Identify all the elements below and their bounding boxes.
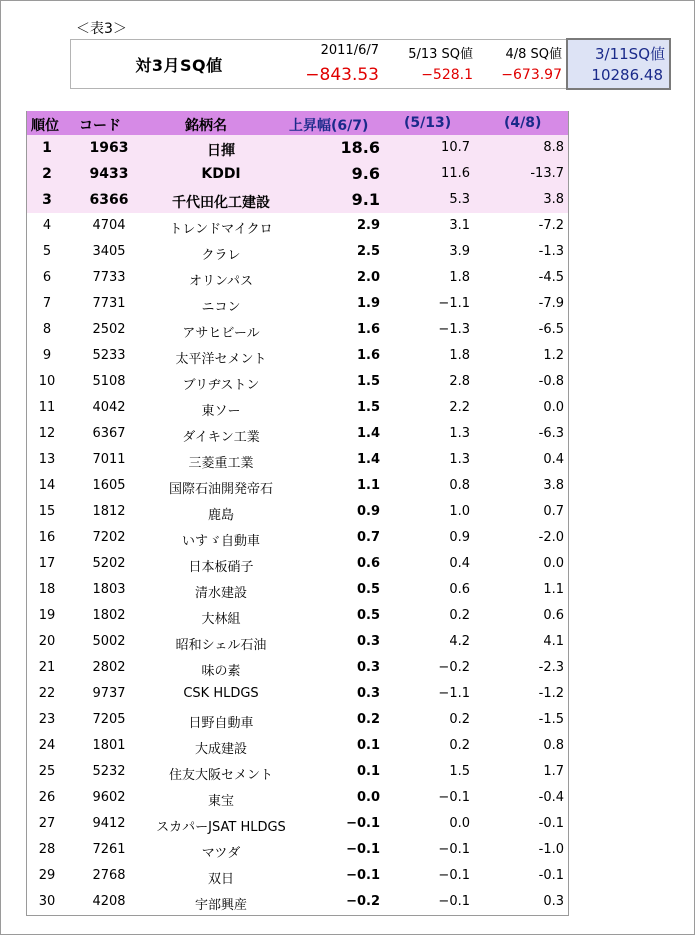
code-cell: 6366 bbox=[89, 192, 129, 208]
code-cell: 2768 bbox=[92, 868, 126, 883]
code-cell: 4208 bbox=[92, 894, 126, 909]
apr-cell: 0.4 bbox=[543, 452, 564, 467]
name-cell: トレンドマイクロ bbox=[169, 222, 273, 237]
table-row bbox=[27, 421, 568, 447]
code-cell: 9737 bbox=[92, 686, 126, 701]
code-cell: 5002 bbox=[92, 634, 126, 649]
rank-cell: 12 bbox=[38, 426, 56, 441]
name-cell: オリンパス bbox=[188, 274, 254, 289]
code-cell: 6367 bbox=[92, 426, 126, 441]
apr-cell: 3.8 bbox=[543, 478, 564, 493]
table-row bbox=[27, 837, 568, 863]
table-row bbox=[27, 551, 568, 577]
sq-col-5-13 bbox=[379, 40, 473, 88]
table-row bbox=[27, 681, 568, 707]
rise-cell: 1.4 bbox=[356, 452, 380, 467]
rank-cell: 7 bbox=[42, 296, 52, 311]
name-cell: 大成建設 bbox=[194, 742, 247, 757]
rank-cell: 10 bbox=[38, 374, 56, 389]
code-cell: 2802 bbox=[92, 660, 126, 675]
may-cell: 4.2 bbox=[449, 634, 470, 649]
name-cell: 日野自動車 bbox=[188, 716, 254, 731]
name-cell: 日本板硝子 bbox=[188, 560, 254, 575]
may-cell: −1.3 bbox=[438, 322, 470, 337]
rise-cell: 1.6 bbox=[356, 348, 380, 363]
may-cell: 1.5 bbox=[449, 764, 470, 779]
apr-cell: -4.5 bbox=[538, 270, 564, 285]
sq-col-4-8 bbox=[473, 40, 562, 88]
apr-cell: 4.1 bbox=[543, 634, 564, 649]
name-cell: KDDI bbox=[201, 166, 241, 182]
sq-col-date: 4/8 SQ値 bbox=[505, 47, 562, 62]
name-cell: 千代田化工建設 bbox=[172, 195, 270, 211]
apr-cell: -1.5 bbox=[538, 712, 564, 727]
name-cell: アサヒビール bbox=[182, 326, 260, 341]
apr-cell: -1.3 bbox=[538, 244, 564, 259]
table-row bbox=[27, 733, 568, 759]
apr-cell: 0.0 bbox=[543, 556, 564, 571]
apr-cell: 0.7 bbox=[543, 504, 564, 519]
apr-cell: -6.5 bbox=[538, 322, 564, 337]
apr-cell: 8.8 bbox=[543, 140, 564, 155]
rank-cell: 26 bbox=[38, 790, 56, 805]
code-cell: 4704 bbox=[92, 218, 126, 233]
sq-summary-box bbox=[70, 39, 567, 89]
table-row bbox=[27, 759, 568, 785]
code-cell: 7731 bbox=[92, 296, 126, 311]
apr-cell: -7.2 bbox=[538, 218, 564, 233]
may-cell: 3.9 bbox=[449, 244, 470, 259]
rank-cell: 19 bbox=[38, 608, 56, 623]
rank-cell: 18 bbox=[38, 582, 56, 597]
rise-cell: 0.3 bbox=[356, 634, 380, 649]
apr-cell: -0.1 bbox=[538, 816, 564, 831]
code-cell: 7261 bbox=[92, 842, 126, 857]
rank-cell: 30 bbox=[38, 894, 56, 909]
may-cell: 0.4 bbox=[449, 556, 470, 571]
apr-cell: 3.8 bbox=[543, 192, 564, 207]
name-cell: マツダ bbox=[201, 846, 241, 861]
may-cell: 1.8 bbox=[449, 270, 470, 285]
code-cell: 7202 bbox=[92, 530, 126, 545]
may-cell: 0.2 bbox=[449, 738, 470, 753]
header-rise: 上昇幅(6/7) bbox=[289, 118, 369, 134]
rank-cell: 16 bbox=[38, 530, 56, 545]
rise-cell: 1.5 bbox=[356, 374, 380, 389]
rank-cell: 28 bbox=[38, 842, 56, 857]
may-cell: 0.8 bbox=[449, 478, 470, 493]
may-cell: −1.1 bbox=[438, 296, 470, 311]
rank-cell: 23 bbox=[38, 712, 56, 727]
rank-cell: 3 bbox=[42, 192, 52, 208]
rise-cell: 0.5 bbox=[356, 582, 380, 597]
name-cell: 日揮 bbox=[207, 143, 235, 159]
apr-cell: -0.4 bbox=[538, 790, 564, 805]
table-row bbox=[27, 291, 568, 317]
name-cell: 双日 bbox=[207, 872, 234, 887]
code-cell: 1963 bbox=[89, 140, 129, 156]
table-row bbox=[27, 811, 568, 837]
rise-cell: 18.6 bbox=[340, 138, 380, 157]
table-row bbox=[27, 863, 568, 889]
table-row bbox=[27, 629, 568, 655]
rank-cell: 11 bbox=[38, 400, 56, 415]
may-cell: 2.2 bbox=[449, 400, 470, 415]
rise-cell: 0.2 bbox=[356, 712, 380, 727]
table-body bbox=[27, 135, 568, 915]
rise-cell: 0.6 bbox=[356, 556, 380, 571]
rise-cell: −0.1 bbox=[346, 842, 380, 857]
code-cell: 1802 bbox=[92, 608, 126, 623]
name-cell: 三菱重工業 bbox=[188, 456, 254, 471]
apr-cell: -13.7 bbox=[530, 166, 564, 181]
table-row bbox=[27, 369, 568, 395]
rank-cell: 2 bbox=[42, 166, 52, 182]
table-row bbox=[27, 603, 568, 629]
apr-cell: 1.2 bbox=[543, 348, 564, 363]
table-row bbox=[27, 317, 568, 343]
table-row bbox=[27, 239, 568, 265]
rise-cell: 0.1 bbox=[356, 738, 380, 753]
may-cell: 1.3 bbox=[449, 426, 470, 441]
sq-col-value: −843.53 bbox=[305, 65, 379, 85]
rank-cell: 24 bbox=[38, 738, 56, 753]
name-cell: 味の素 bbox=[201, 664, 241, 679]
name-cell: スカパーJSAT HLDGS bbox=[156, 820, 286, 835]
may-cell: 2.8 bbox=[449, 374, 470, 389]
may-cell: 3.1 bbox=[449, 218, 470, 233]
may-cell: −0.1 bbox=[438, 842, 470, 857]
table-row bbox=[27, 499, 568, 525]
rank-cell: 4 bbox=[42, 218, 52, 233]
name-cell: 東宝 bbox=[207, 794, 234, 809]
rise-cell: −0.1 bbox=[346, 868, 380, 883]
table-row bbox=[27, 577, 568, 603]
rise-cell: 1.1 bbox=[356, 478, 380, 493]
rank-cell: 29 bbox=[38, 868, 56, 883]
table-caption: ＜表3＞ bbox=[76, 21, 127, 37]
table-row bbox=[27, 889, 568, 915]
rise-cell: 0.3 bbox=[356, 660, 380, 675]
apr-cell: 0.6 bbox=[543, 608, 564, 623]
rise-cell: 2.5 bbox=[356, 244, 380, 259]
may-cell: −0.1 bbox=[438, 894, 470, 909]
table-row bbox=[27, 525, 568, 551]
header-code: コード bbox=[79, 118, 121, 134]
code-cell: 9412 bbox=[92, 816, 126, 831]
name-cell: 鹿島 bbox=[207, 508, 234, 523]
may-cell: 11.6 bbox=[441, 166, 470, 181]
code-cell: 4042 bbox=[92, 400, 126, 415]
table-row bbox=[27, 785, 568, 811]
apr-cell: -7.9 bbox=[538, 296, 564, 311]
rise-cell: 0.0 bbox=[356, 790, 380, 805]
rank-cell: 8 bbox=[42, 322, 52, 337]
table-row bbox=[27, 447, 568, 473]
name-cell: ダイキン工業 bbox=[182, 430, 260, 445]
code-cell: 5232 bbox=[92, 764, 126, 779]
rise-cell: 0.7 bbox=[356, 530, 380, 545]
rise-cell: 1.5 bbox=[356, 400, 380, 415]
table-row bbox=[27, 161, 568, 187]
table-row bbox=[27, 265, 568, 291]
apr-cell: -0.8 bbox=[538, 374, 564, 389]
code-cell: 7733 bbox=[92, 270, 126, 285]
code-cell: 7011 bbox=[92, 452, 126, 467]
rise-cell: 0.3 bbox=[356, 686, 380, 701]
sq-reference-box bbox=[566, 38, 671, 90]
name-cell: いすゞ自動車 bbox=[181, 534, 260, 549]
may-cell: −0.2 bbox=[438, 660, 470, 675]
name-cell: 昭和シェル石油 bbox=[175, 638, 267, 653]
name-cell: 清水建設 bbox=[194, 586, 247, 601]
header-rank: 順位 bbox=[31, 118, 59, 134]
rank-cell: 15 bbox=[38, 504, 56, 519]
name-cell: CSK HLDGS bbox=[183, 686, 259, 701]
rank-cell: 14 bbox=[38, 478, 56, 493]
table-row bbox=[27, 655, 568, 681]
header-apr: (4/8) bbox=[504, 115, 542, 131]
rise-cell: −0.1 bbox=[346, 816, 380, 831]
rise-cell: 0.9 bbox=[356, 504, 380, 519]
rise-cell: 9.6 bbox=[351, 164, 380, 183]
may-cell: 0.0 bbox=[449, 816, 470, 831]
may-cell: 10.7 bbox=[441, 140, 470, 155]
rank-cell: 27 bbox=[38, 816, 56, 831]
apr-cell: 1.1 bbox=[543, 582, 564, 597]
code-cell: 1605 bbox=[92, 478, 126, 493]
rank-cell: 1 bbox=[42, 140, 52, 156]
table-row bbox=[27, 135, 568, 161]
code-cell: 5108 bbox=[92, 374, 126, 389]
sq-reference-value: 10286.48 bbox=[591, 66, 663, 84]
code-cell: 2502 bbox=[92, 322, 126, 337]
rank-cell: 20 bbox=[38, 634, 56, 649]
sq-col-2011-6-7 bbox=[287, 40, 379, 88]
may-cell: 1.8 bbox=[449, 348, 470, 363]
code-cell: 5202 bbox=[92, 556, 126, 571]
rise-cell: 1.9 bbox=[356, 296, 380, 311]
may-cell: 0.2 bbox=[449, 608, 470, 623]
name-cell: クラレ bbox=[201, 248, 241, 263]
rank-cell: 13 bbox=[38, 452, 56, 467]
name-cell: ブリヂストン bbox=[182, 378, 260, 393]
code-cell: 7205 bbox=[92, 712, 126, 727]
apr-cell: 1.7 bbox=[543, 764, 564, 779]
rise-cell: −0.2 bbox=[346, 894, 380, 909]
rise-cell: 1.4 bbox=[356, 426, 380, 441]
sq-summary-label: 対3月SQ値 bbox=[135, 55, 223, 75]
name-cell: 太平洋セメント bbox=[175, 352, 267, 367]
ranking-table bbox=[26, 111, 569, 916]
may-cell: 0.9 bbox=[449, 530, 470, 545]
code-cell: 5233 bbox=[92, 348, 126, 363]
code-cell: 1812 bbox=[92, 504, 126, 519]
may-cell: −0.1 bbox=[438, 868, 470, 883]
rank-cell: 21 bbox=[38, 660, 56, 675]
sq-col-value: −528.1 bbox=[421, 67, 473, 83]
rank-cell: 9 bbox=[42, 348, 52, 363]
apr-cell: 0.3 bbox=[543, 894, 564, 909]
may-cell: 1.0 bbox=[449, 504, 470, 519]
rank-cell: 17 bbox=[38, 556, 56, 571]
code-cell: 9602 bbox=[92, 790, 126, 805]
name-cell: 国際石油開発帝石 bbox=[168, 482, 273, 497]
table-row bbox=[27, 343, 568, 369]
may-cell: 5.3 bbox=[449, 192, 470, 207]
header-may: (5/13) bbox=[404, 115, 452, 131]
may-cell: 0.2 bbox=[449, 712, 470, 727]
rank-cell: 22 bbox=[38, 686, 56, 701]
rank-cell: 5 bbox=[42, 244, 52, 259]
table-row bbox=[27, 707, 568, 733]
may-cell: 0.6 bbox=[449, 582, 470, 597]
name-cell: 宇部興産 bbox=[194, 898, 247, 913]
apr-cell: -0.1 bbox=[538, 868, 564, 883]
rank-cell: 6 bbox=[42, 270, 52, 285]
rank-cell: 25 bbox=[38, 764, 56, 779]
name-cell: 住友大阪セメント bbox=[168, 768, 273, 783]
apr-cell: -2.0 bbox=[538, 530, 564, 545]
table-row bbox=[27, 187, 568, 213]
rise-cell: 1.6 bbox=[356, 322, 380, 337]
rise-cell: 0.1 bbox=[356, 764, 380, 779]
code-cell: 1801 bbox=[92, 738, 126, 753]
may-cell: −0.1 bbox=[438, 790, 470, 805]
rise-cell: 0.5 bbox=[356, 608, 380, 623]
rise-cell: 9.1 bbox=[351, 190, 380, 209]
may-cell: −1.1 bbox=[438, 686, 470, 701]
code-cell: 3405 bbox=[92, 244, 126, 259]
apr-cell: 0.0 bbox=[543, 400, 564, 415]
rise-cell: 2.9 bbox=[356, 218, 380, 233]
table-header bbox=[27, 111, 568, 135]
sq-reference-date: 3/11SQ値 bbox=[594, 45, 665, 63]
name-cell: 大林組 bbox=[201, 612, 241, 627]
code-cell: 1803 bbox=[92, 582, 126, 597]
rise-cell: 2.0 bbox=[356, 270, 380, 285]
sq-col-date: 2011/6/7 bbox=[320, 43, 379, 58]
apr-cell: -1.2 bbox=[538, 686, 564, 701]
apr-cell: -1.0 bbox=[538, 842, 564, 857]
sq-col-date: 5/13 SQ値 bbox=[408, 47, 473, 62]
name-cell: 東ソー bbox=[201, 404, 241, 419]
apr-cell: -2.3 bbox=[538, 660, 564, 675]
code-cell: 9433 bbox=[89, 166, 129, 182]
header-name: 銘柄名 bbox=[185, 118, 227, 134]
name-cell: ニコン bbox=[201, 300, 241, 315]
apr-cell: 0.8 bbox=[543, 738, 564, 753]
may-cell: 1.3 bbox=[449, 452, 470, 467]
table-row bbox=[27, 395, 568, 421]
table-row bbox=[27, 213, 568, 239]
sq-col-value: −673.97 bbox=[501, 67, 562, 83]
table-row bbox=[27, 473, 568, 499]
apr-cell: -6.3 bbox=[538, 426, 564, 441]
